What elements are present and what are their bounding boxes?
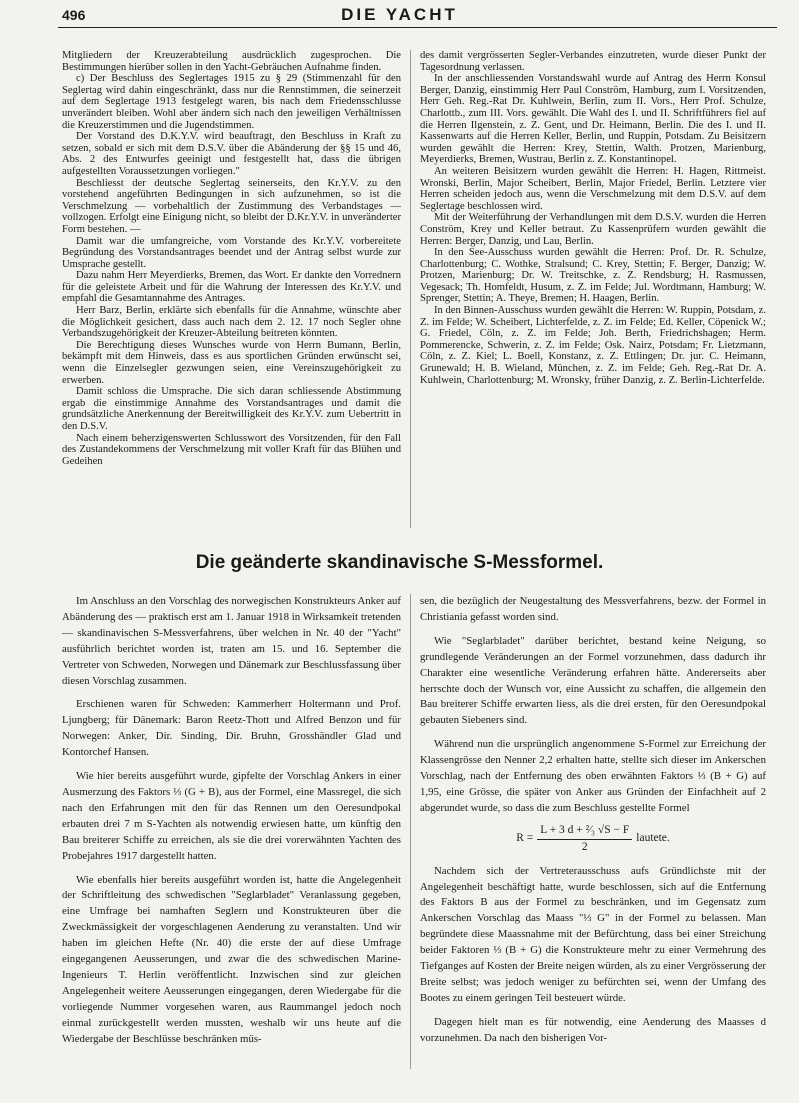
column-divider [410,594,411,1069]
formula-denominator: 2 [581,840,588,853]
article-title: Die geänderte skandinavische S-Messformel. [195,552,604,573]
paragraph: Im Anschluss an den Vorschlag des norwegischen Konstrukteurs Anker auf Abänderung des — praktisch erst am 1. Januar 1918 in Wirksamkeit tretenden — skandinavischen S-Messverfahrens, über welchen in Nr. 40 der "Yacht" ausführlich berichtet worden ist, traten am 15. und 16. September die Vertreter von Schweden, Norwegen und Dänemark zur Beschlussfassung über diesen Vorschlag zusammen. [62,595,401,687]
paragraph: Dazu nahm Herr Meyerdierks, Bremen, das Wort. Er dankte den Vorrednern für die geleistete Arbeit und für die Wahrung der Interessen des Kr.Y.V. und empfahl die Gesamtannahme des Antrages. [62,270,401,305]
formula [420,823,766,856]
formula-fraction [537,823,632,856]
paragraph: Die Berechtigung dieses Wunsches wurde von Herrn Bumann, Berlin, bekämpft mit dem Hinweis, dass es aus sportlichen Gründen erwünscht sei, wenn die Einzelsegler gezwungen seien, eine Vereinszugehörigkeit zu erwerben. [62,339,401,386]
paragraph: Dagegen hielt man es für notwendig, eine Aenderung des Maasses d vorzunehmen. Da nach den bisherigen Vor- [420,1015,766,1044]
paragraph: Beschliesst der deutsche Seglertag seinerseits, den Kr.Y.V. zu den vorstehend angeführten Bedingungen in sich aufzunehmen, so ist die Verschmelzung — vorbehaltlich der Zustimmung des Verbandstages — vollzogen. Erfolgt eine Einigung nicht, so bleibt der D.Kr.Y.V. in unveränderter Form bestehen. — [62,177,401,235]
article-left-column [62,594,401,1047]
running-head: DIE YACHT [341,5,458,24]
paragraph: In der anschliessenden Vorstandswahl wurde auf Antrag des Herrn Konsul Berger, Danzig, einstimmig Herr Paul Conström, Hamburg, zum I. Vorsitzenden, Herr Geh. Reg.-Rat Dr. Kuhlwein, Berlin, zum II. Vors., Herr Prof. Schulze, Charlottb., zum III. Vors. gewählt. Die Wahl des I. und II. Schriftführers fiel auf die Herren Ilgenstein, z. Z. Gent, und Dr. Heimann, Berlin. Die des I. und II. Kassenwarts auf die Herren Keller, Berlin, und Ruppin, Potsdam. Zu Beisitzern wurden gewählt die Herren: Krey, Stettin, Walth. Protzen, Marienburg, Meyerdierks, Bremen, Wustrau, Berlin z. Z. Konstantinopel. [420,73,766,166]
paragraph: des damit vergrösserten Segler-Verbandes einzutreten, wurde dieser Punkt der Tagesordnung verlassen. [420,50,766,73]
formula-suffix: lautete. [636,832,670,845]
paragraph: Erschienen waren für Schweden: Kammerherr Holtermann und Prof. Ljungberg; für Dänemark: Baron Reetz-Thott und Alfred Benzon und für Norwegen: Anker, Dir. Sinding, Dir. Bruhn, Grosshändler Glad und Kontorchef Hansen. [62,698,401,759]
paragraph: c) Der Beschluss des Seglertages 1915 zu § 29 (Stimmenzahl für den Seglertag wird dahin eingeschränkt, dass nur die Rennstimmen, die seinerzeit auf dem Seglertage 1913 festgelegt waren, bis nach dem Friedensschlusse unverändert bleiben. Wohl aber ändern sich nach den jeweiligen Verhältnissen die Kreuzerstimmen und die Jugendstimmen. [62,73,401,131]
paragraph: An weiteren Beisitzern wurden gewählt die Herren: H. Hagen, Rittmeist. Wronski, Berlin, Major Scheibert, Berlin, Major Friedel, Berlin. Letztere vier Herren scheiden jedoch aus, wenn die Verschmelzung mit dem D.S.V. auf dem Seglertage beschlossen wird. [420,165,766,212]
formula-numerator: L + 3 d + ²⁄₃ √S − F [537,823,632,840]
formula-lhs: R = [516,832,534,845]
page-number: 496 [62,7,86,23]
paragraph: Wie hier bereits ausgeführt wurde, gipfelte der Vorschlag Ankers in einer Ausmerzung des Faktors ⅓ (G + B), aus der Formel, eine Massregel, die sich nach den Erfahrungen mit den für das Rennen um den Oeresundpokal erbauten drei 7 m S-Yachten als notwendig erwiesen hatte, um künftig den Bau breiterer Schiffe zu erreichen, als sie die drei vorerwähnten Yachten des Probejahres 1917 dargestellt hatten. [62,770,401,862]
paragraph: Damit war die umfangreiche, vom Vorstande des Kr.Y.V. vorbereitete Begründung des Vorstandsantrages beendet und der Antrag selbst wurde zur Umsprache gestellt. [62,235,401,270]
article-right-column [420,594,766,1047]
column-divider [410,50,411,528]
paragraph: Während nun die ursprünglich angenommene S-Formel zur Erreichung der Klassengrösse den Nenner 2,2 erhalten hatte, stellte sich dieser im Ankerschen Vorschlag, nach der Entfernung des oben erwähnten Faktors ⅓ (B + G) auf 1,95, eine Grösse, die später von Anker aus Gründen der Einfachheit auf 2 abgerundet wurde, so dass die zum Beschluss gestellte Formel [420,738,766,814]
paragraph: Nachdem sich der Vertreterausschuss aufs Gründlichste mit der Angelegenheit beschäftigt hatte, wurde beschlossen, sich auf die Entfernung des Faktors B aus der Formel zu beschränken, und im Gegensatz zum Ankerschen Vorschlag das Maass "⅓ G" in der Formel zu belassen. Man begründete diese Maassnahme mit der Befürchtung, dass bei einer Streichung beider Faktoren ⅓ (B + G) die Konstrukteure mehr zu einer Vermehrung des Tiefganges auf Kosten der Breite neigen würden, als zu einer Vergrösserung der Breite selbst; was jedoch weniger zu befürchten sei, wenn der Umfang des Bootes zu einem geringen Teil besteuert würde. [420,864,766,1004]
paragraph: Nach einem beherzigenswerten Schlusswort des Vorsitzenden, für den Fall des Zustandekommens der Verschmelzung mit voller Kraft für das Blühen und Gedeihen [62,432,401,467]
paragraph: Der Vorstand des D.K.Y.V. wird beauftragt, den Beschluss in Kraft zu setzen, sobald er sich mit dem D.S.V. über die Abänderung der §§ 15 und 46, Abs. 2 des Entwurfes geeinigt und festgestellt hat, dass die übrigen aufgestellten Voraussetzungen vorliegen." [62,131,401,177]
paragraph: In den Binnen-Ausschuss wurden gewählt die Herren: W. Ruppin, Potsdam, z. Z. im Felde; W. Scheibert, Lichterfelde, z. Z. im Felde; Ed. Keller, Cöpenick W.; G. Friedel, Cöln, z. Z. im Felde; Joh. Berth, Friedrichshagen; Herm. Pommerencke, Schwerin, z. Z. im Felde; Osk. Nairz, Potsdam; Fr. Lietzmann, Cöln, z. Z. Kiel; L. Boell, Konstanz, z. Z. Ettlingen; Dr. jur. C. Heimann, Grunewald; H. B. Wieland, München, z. Z. im Felde; Geh. Reg.-Rat Dr. A. Kuhlwein, Charlottenburg; M. Wronsky, früher Danzig, z. Z. Berlin-Lichterfelde. [420,305,766,386]
header-rule [58,27,777,28]
paragraph: sen, die bezüglich der Neugestaltung des Messverfahrens, bezw. der Formel in Christiania gefasst worden sind. [420,595,766,623]
paragraph: Wie "Seglarbladet" darüber berichtet, bestand keine Neigung, so grundlegende Veränderungen an der Formel vorzunehmen, dass dadurch ihr Charakter eine wesentliche Veränderung erfahren hätte. Andererseits aber herrschte doch der Wunsch vor, eine Aussicht zu schaffen, die allgemein den Bau breiterer Schiffe erwarten liess, als die drei ersten, für den Oeresundpokal gebauten Siebeners sind. [420,634,766,727]
paragraph: In den See-Ausschuss wurden gewählt die Herren: Prof. Dr. R. Schulze, Charlottenburg; C. Wothke, Stralsund; C. Krey, Stettin; F. Berger, Danzig; W. Protzen, Marienburg; Dr. W. Treitschke, z. Z. Rendsburg; H. Rasmussen, Vegesack; Th. Homfeldt, Husum, z. Z. im Felde; Jul. Wordtmann, Hamburg; W. Sprenger, Stettin; A. Theye, Bremen; H. Haagen, Berlin. [420,247,766,305]
paragraph: Damit schloss die Umsprache. Die sich daran schliessende Abstimmung ergab die einstimmige Annahme des Vorstandsantrages und damit die grundsätzliche Anerkennung der Bereitwilligkeit des Kr.Y.V. zum Uebertritt in den D.S.V. [62,386,401,432]
paragraph: Wie ebenfalls hier bereits ausgeführt worden ist, hatte die Angelegenheit der Schriftleitung des schwedischen "Seglarbladet" Veranlassung gegeben, eine Umfrage bei namhaften Seglern und Konstrukteuren über die Zweckmässigkeit der vorgeschlagenen Aenderung zu veranstalten. Und wir haben im gleichen Hefte (Nr. 40) die erste der auf diese Umfrage eingegangenen Aeusserungen, und zwar die des schwedischen Marine-Ingenieurs T. Herlin veröffentlicht. Inzwischen sind zur gleichen Angelegenheit weitere Aeusserungen eingegangen, deren Wiedergabe für die vorliegende Nummer vorgesehen waren, aus Raummangel jedoch noch einmal zurückgestellt werden mussten, weshalb wir uns heute auf die Wiedergabe der Beschlüsse beschränken müs- [62,873,401,1045]
paragraph: Mitgliedern der Kreuzerabteilung ausdrücklich zugesprochen. Die Bestimmungen hierüber sollen in den Yacht-Gebräuchen Aufnahme finden. [62,50,401,73]
top-left-column [62,50,401,467]
top-right-column [420,50,766,386]
paragraph: Mit der Weiterführung der Verhandlungen mit dem D.S.V. wurden die Herren Conström, Krey und Keller betraut. Zu Kassenprüfern wurden gewählt die Herren: Berger, Danzig, und Lau, Berlin. [420,212,766,247]
paragraph: Herr Barz, Berlin, erklärte sich ebenfalls für die Annahme, wünschte aber die Möglichkeit gesichert, dass auch nach dem 2. 12. 17 noch Segler ohne Verbandszugehörigkeit der Kreuzer-Abteilung beitreten könnten. [62,305,401,340]
